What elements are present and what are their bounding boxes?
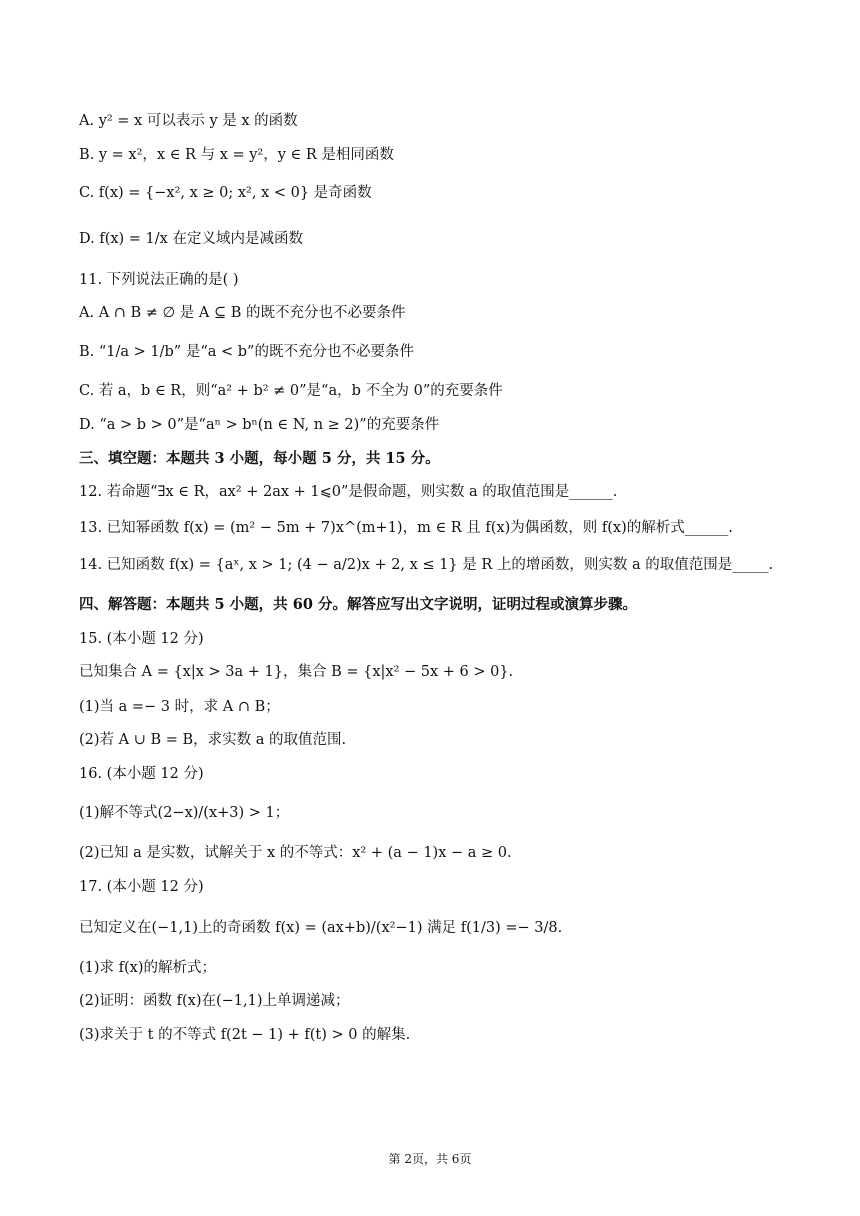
section-4-title: 四、解答题：本题共 5 小题，共 60 分。解答应写出文字说明，证明过程或演算步骤。 bbox=[79, 596, 637, 613]
question-11-stem: 11. 下列说法正确的是( ) bbox=[79, 272, 239, 288]
option-11c: C. 若 a，b ∈ R，则“a² + b² ≠ 0”是“a，b 不全为 0”的充要条件 bbox=[79, 383, 503, 399]
question-17-part-1: (1)求 f(x)的解析式； bbox=[79, 960, 217, 976]
question-17-part-2: (2)证明：函数 f(x)在(−1,1)上单调递减； bbox=[79, 993, 350, 1009]
question-17-header: 17. (本小题 12 分) bbox=[79, 879, 204, 895]
question-17-part-3: (3)求关于 t 的不等式 f(2t − 1) + f(t) > 0 的解集. bbox=[79, 1027, 411, 1043]
option-10b: B. y = x²，x ∈ R 与 x = y²，y ∈ R 是相同函数 bbox=[79, 147, 394, 163]
option-10d: D. f(x) = 1/x 在定义域内是减函数 bbox=[79, 231, 303, 247]
question-15-header: 15. (本小题 12 分) bbox=[79, 631, 204, 647]
section-3-title: 三、填空题：本题共 3 小题，每小题 5 分，共 15 分。 bbox=[79, 450, 440, 467]
question-15-part-1: (1)当 a =− 3 时，求 A ∩ B； bbox=[79, 699, 280, 715]
option-11d: D. “a > b > 0”是“aⁿ > bⁿ(n ∈ N, n ≥ 2)”的充要条件 bbox=[79, 417, 440, 433]
option-10a: A. y² = x 可以表示 y 是 x 的函数 bbox=[79, 113, 298, 129]
question-15-part-2: (2)若 A ∪ B = B，求实数 a 的取值范围. bbox=[79, 732, 347, 748]
option-11b: B. “1/a > 1/b” 是“a < b”的既不充分也不必要条件 bbox=[79, 344, 414, 360]
question-16-part-2: (2)已知 a 是实数，试解关于 x 的不等式：x² + (a − 1)x − a ≥ 0. bbox=[79, 845, 512, 861]
question-13: 13. 已知幂函数 f(x) = (m² − 5m + 7)x^(m+1)，m ∈ R 且 f(x)为偶函数，则 f(x)的解析式______. bbox=[79, 520, 733, 536]
question-17-stem: 已知定义在(−1,1)上的奇函数 f(x) = (ax+b)/(x²−1) 满足 f(1/3) =− 3/8. bbox=[79, 920, 563, 936]
option-11a: A. A ∩ B ≠ ∅ 是 A ⊆ B 的既不充分也不必要条件 bbox=[79, 305, 406, 321]
option-10c: C. f(x) = {−x², x ≥ 0; x², x < 0} 是奇函数 bbox=[79, 185, 372, 201]
question-15-stem: 已知集合 A = {x|x > 3a + 1}，集合 B = {x|x² − 5x + 6 > 0}. bbox=[79, 664, 514, 680]
page-footer: 第 2页，共 6页 bbox=[388, 1152, 472, 1166]
question-16-header: 16. (本小题 12 分) bbox=[79, 766, 204, 782]
question-14: 14. 已知函数 f(x) = {aˣ, x > 1; (4 − a/2)x + 2, x ≤ 1} 是 R 上的增函数，则实数 a 的取值范围是_____. bbox=[79, 557, 774, 573]
question-16-part-1: (1)解不等式(2−x)/(x+3) > 1； bbox=[79, 805, 290, 821]
question-12: 12. 若命题“∃x ∈ R，ax² + 2ax + 1⩽0”是假命题，则实数 a 的取值范围是______. bbox=[79, 484, 618, 500]
